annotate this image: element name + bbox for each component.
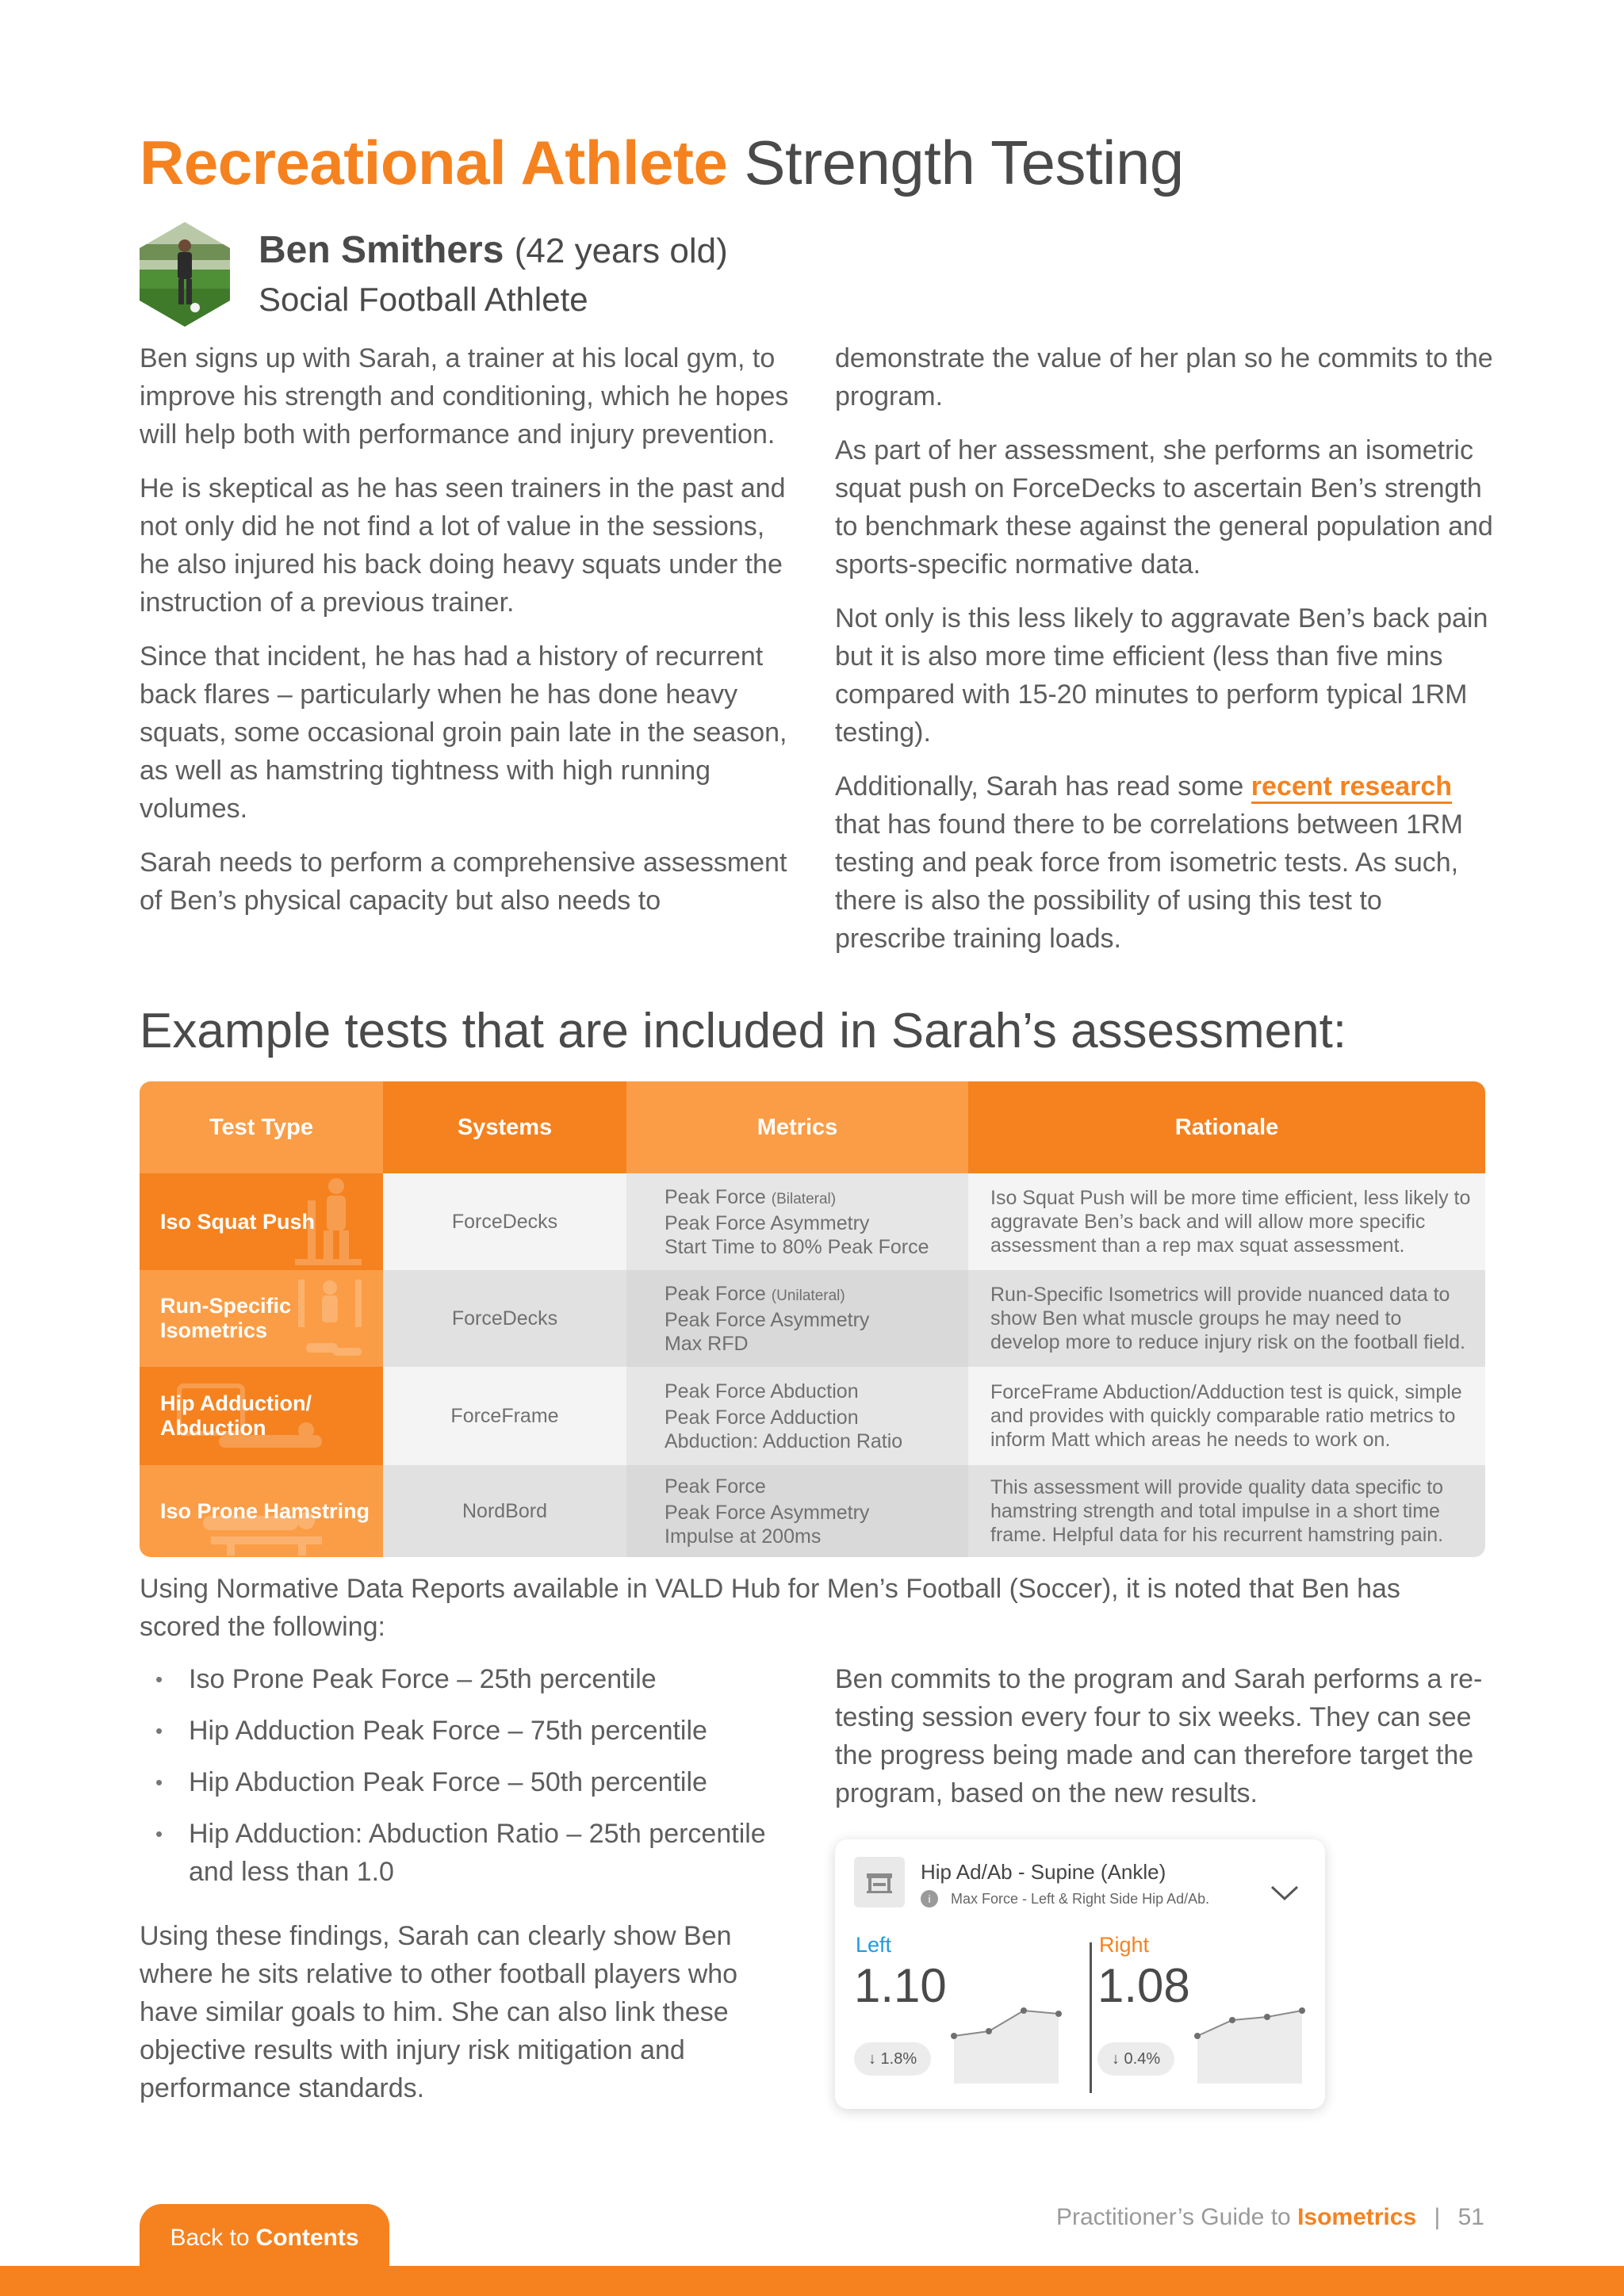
guide-highlight: Isometrics [1297, 2204, 1417, 2230]
frame-icon [854, 1857, 905, 1908]
test-type-cell [140, 1173, 383, 1270]
test-type-label: Iso Squat Push [160, 1209, 316, 1234]
footer-separator: | [1434, 2204, 1441, 2230]
hip-metric-card[interactable] [835, 1839, 1325, 2109]
paragraph: demonstrate the value of her plan so he commits to the program. [835, 343, 1493, 411]
prone-hamstring-silhouette-icon [195, 1505, 330, 1556]
table-row [140, 1367, 1485, 1465]
run-silhouette-icon [290, 1276, 370, 1362]
list-item: • Hip Adduction Peak Force – 75th percentile [140, 1712, 774, 1750]
paragraph: Ben signs up with Sarah, a trainer at his local gym, to improve his strength and conditioning, which he hopes will help both with performance and injury prevention. [140, 343, 789, 450]
metric-line [665, 1475, 766, 1501]
page-title-highlight: Recreational Athlete [140, 128, 728, 197]
header-metrics: Metrics [626, 1081, 968, 1173]
hip-frame-silhouette-icon [171, 1378, 330, 1457]
footer-guide [1056, 2204, 1484, 2231]
header-rationale: Rationale [968, 1081, 1485, 1173]
metric-line [665, 1282, 845, 1308]
metric-label: Peak Force Abduction [665, 1380, 859, 1402]
rationale-cell: ForceFrame Abduction/Adduction test is quick, simple and provides with quickly comparable ratio metrics to inform Matt which areas he needs to work on. [968, 1367, 1485, 1465]
sparkline-point [1194, 2033, 1201, 2039]
commit-paragraph: Ben commits to the program and Sarah performs a re-testing session every four to six weeks. They can see the progress being made and can therefore target the program, based on the new results. [835, 1664, 1483, 1808]
research-text-before: Additionally, Sarah has read some [835, 771, 1244, 802]
sparkline-point [1229, 2017, 1235, 2023]
rationale-cell: Iso Squat Push will be more time efficient, less likely to aggravate Ben’s back and will allow more specific assessment than a rep max squat assessment. [968, 1173, 1485, 1270]
research-text-after: that has found there to be correlations between 1RM testing and peak force from isometric tests. As such, there is also the possibility of using this test to prescribe training loads. [835, 809, 1463, 954]
system-cell: ForceFrame [383, 1367, 626, 1465]
metric-line: Peak Force Asymmetry [665, 1211, 870, 1234]
left-sparkline [949, 1996, 1063, 2085]
athlete-age: (42 years old) [514, 232, 728, 270]
metric-line: Peak Force Adduction [665, 1406, 859, 1429]
page-number: 51 [1457, 2204, 1484, 2230]
metrics-cell [626, 1270, 968, 1367]
athlete-avatar [140, 222, 230, 327]
sparkline-point [1055, 2011, 1062, 2017]
paragraph: He is skeptical as he has seen trainers in the past and not only did he not find a lot of value in the sessions, he also injured his back doing heavy squats under the instruction of a previous trainer. [140, 473, 786, 618]
metric-line [665, 1380, 859, 1406]
list-item: • Hip Abduction Peak Force – 50th percentile [140, 1763, 774, 1801]
paragraph: Not only is this less likely to aggravate Ben’s back pain but it is also more time efficient (less than five mins compared with 15-20 minutes to perform typical 1RM testing). [835, 603, 1488, 748]
metrics-cell [626, 1465, 968, 1557]
metric-line: Impulse at 200ms [665, 1525, 822, 1548]
metric-note: (Unilateral) [771, 1287, 845, 1304]
recent-research-link[interactable]: recent research [1251, 771, 1452, 804]
system-cell: NordBord [383, 1465, 626, 1557]
system-cell: ForceDecks [383, 1270, 626, 1367]
intro-right-column [835, 339, 1493, 974]
paragraph: As part of her assessment, she performs an isometric squat push on ForceDecks to ascertain Ben’s strength to benchmark these against the general population and sports-specific normative data. [835, 435, 1493, 580]
card-subtitle [921, 1890, 1209, 1908]
paragraph: Since that incident, he has had a history of recurrent back flares – particularly when he has done heavy squats, some occasional groin pain late in the season, as well as hamstring tightness with high running volumes. [140, 641, 787, 824]
chevron-down-icon[interactable] [1270, 1884, 1300, 1903]
list-item: • Iso Prone Peak Force – 25th percentile [140, 1660, 774, 1698]
info-icon: i [921, 1890, 938, 1908]
card-subtitle-text: Max Force - Left & Right Side Hip Ad/Ab. [951, 1890, 1210, 1907]
athlete-role: Social Football Athlete [259, 281, 588, 318]
sparkline-point [951, 2033, 957, 2039]
sparkline-point [986, 2028, 992, 2034]
left-change-badge: ↓ 1.8% [854, 2042, 931, 2076]
test-type-label: Iso Prone Hamstring [160, 1498, 370, 1523]
findings-paragraph: Using these findings, Sarah can clearly show Ben where he sits relative to other football players who have similar goals to him. She can also link these objective results with injury risk mitigation and performance standards. [140, 1921, 738, 2103]
right-side-label: Right [1099, 1933, 1150, 1957]
metric-line [665, 1185, 836, 1211]
research-paragraph [835, 767, 1493, 958]
rationale-cell: Run-Specific Isometrics will provide nuanced data to show Ben what muscle groups he may need to develop more to reduce injury risk on the football field. [968, 1270, 1485, 1367]
metric-line: Start Time to 80% Peak Force [665, 1235, 929, 1258]
test-type-label: Hip Adduction/ Abduction [160, 1391, 312, 1440]
sparkline-point [1264, 2014, 1270, 2020]
table-header [140, 1081, 1485, 1173]
metric-label: Peak Force [665, 1475, 766, 1498]
test-type-cell [140, 1367, 383, 1465]
header-test-type: Test Type [140, 1081, 383, 1173]
table-row [140, 1173, 1485, 1270]
squat-silhouette-icon [292, 1177, 363, 1267]
sparkline-area [1197, 2011, 1302, 2084]
metric-line: Peak Force Asymmetry [665, 1501, 870, 1524]
metric-label: Peak Force [665, 1282, 766, 1305]
page-title [140, 127, 1184, 199]
metric-label: Peak Force [665, 1185, 766, 1208]
athlete-name-text: Ben Smithers [259, 229, 504, 271]
system-cell: ForceDecks [383, 1173, 626, 1270]
back-link-label: Contents [255, 2225, 359, 2251]
guide-prefix: Practitioner’s Guide to [1056, 2204, 1291, 2230]
tests-table [140, 1081, 1485, 1557]
right-sparkline [1193, 1996, 1307, 2085]
right-change-badge: ↓ 0.4% [1097, 2042, 1174, 2076]
sparkline-point [1299, 2007, 1305, 2014]
left-value: 1.10 [854, 1959, 947, 2012]
test-type-cell [140, 1465, 383, 1557]
metric-note: (Bilateral) [771, 1190, 837, 1207]
metric-line: Peak Force Asymmetry [665, 1308, 870, 1331]
table-row [140, 1270, 1485, 1367]
metrics-cell [626, 1173, 968, 1270]
paragraph: Sarah needs to perform a comprehensive assessment of Ben’s physical capacity but also needs to [140, 848, 787, 916]
normative-intro: Using Normative Data Reports available in VALD Hub for Men’s Football (Soccer), it is noted that Ben has scored the following: [140, 1574, 1400, 1642]
athlete-name [259, 228, 728, 272]
metric-line: Abduction: Adduction Ratio [665, 1429, 903, 1452]
footer-bar [0, 2266, 1624, 2296]
list-item: • Hip Adduction: Abduction Ratio – 25th percentile and less than 1.0 [140, 1815, 774, 1891]
left-side-label: Left [856, 1933, 892, 1957]
table-row [140, 1465, 1485, 1557]
intro-left-column [140, 339, 798, 936]
right-value: 1.08 [1097, 1959, 1190, 2012]
test-type-cell [140, 1270, 383, 1367]
header-systems: Systems [383, 1081, 626, 1173]
card-divider [1090, 1942, 1092, 2093]
percentile-list [140, 1660, 774, 1904]
metrics-cell [626, 1367, 968, 1465]
rationale-cell: This assessment will provide quality data specific to hamstring strength and total impulse in a short time frame. Helpful data for his recurrent hamstring pain. [968, 1465, 1485, 1557]
section-heading: Example tests that are included in Sarah’s assessment: [140, 1004, 1347, 1058]
page-title-rest: Strength Testing [744, 128, 1184, 197]
back-prefix: Back to [170, 2225, 250, 2251]
metric-line: Max RFD [665, 1332, 749, 1355]
card-title: Hip Ad/Ab - Supine (Ankle) [921, 1860, 1166, 1884]
test-type-label: Run-Specific Isometrics [160, 1294, 292, 1342]
sparkline-point [1021, 2007, 1027, 2014]
